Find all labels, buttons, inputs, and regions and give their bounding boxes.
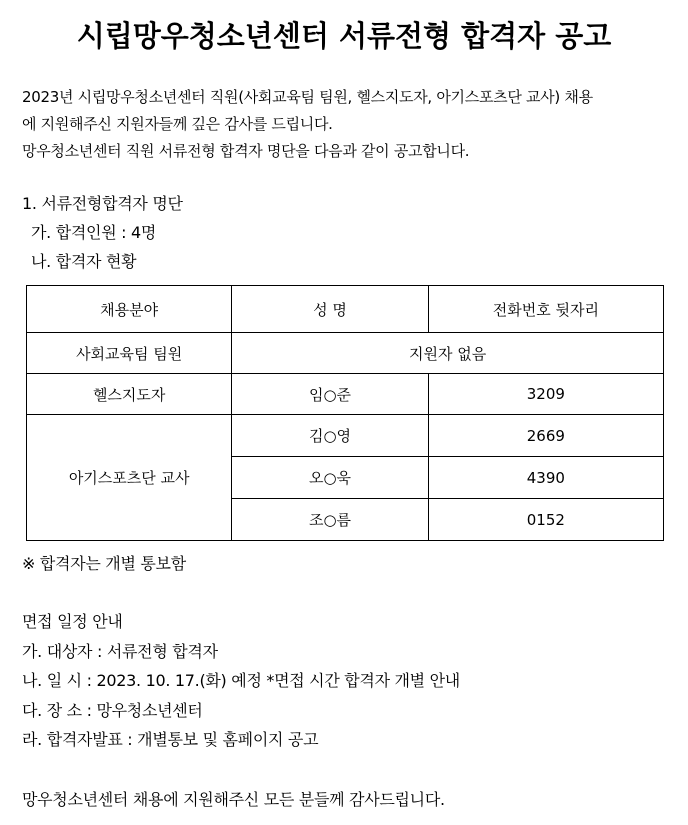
table-row bbox=[27, 333, 664, 374]
section-2-item-c: 다. 장 소 : 망우청소년센터 bbox=[22, 700, 203, 720]
page-title: 시립망우청소년센터 서류전형 합격자 공고 bbox=[76, 19, 612, 53]
section-2-item-d: 라. 합격자발표 : 개별통보 및 홈페이지 공고 bbox=[22, 730, 319, 749]
cell-name: 조○름 bbox=[232, 499, 428, 541]
cell-name: 김○영 bbox=[232, 415, 428, 457]
section-2 bbox=[22, 607, 672, 755]
cell-field: 헬스지도자 bbox=[27, 374, 232, 415]
notice-note: ※ 합격자는 개별 통보함 bbox=[22, 554, 186, 573]
table-row bbox=[27, 374, 664, 415]
applicant-table bbox=[26, 285, 664, 541]
header-name: 성 명 bbox=[232, 286, 428, 333]
cell-phone: 3209 bbox=[428, 374, 663, 415]
section-2-item-b: 나. 일 시 : 2023. 10. 17.(화) 예정 *면접 시간 합격자 개별 안내 bbox=[22, 671, 460, 690]
cell-note: 지원자 없음 bbox=[232, 333, 664, 374]
table-header-row bbox=[27, 286, 664, 333]
section-1-heading: 1. 서류전형합격자 명단 bbox=[22, 194, 183, 213]
cell-field: 사회교육팀 팀원 bbox=[27, 333, 232, 374]
closing-message: 망우청소년센터 채용에 지원해주신 모든 분들께 감사드립니다. bbox=[22, 790, 445, 809]
cell-phone: 2669 bbox=[428, 415, 663, 457]
section-2-item-a: 가. 대상자 : 서류전형 합격자 bbox=[22, 641, 218, 661]
cell-name: 오○욱 bbox=[232, 457, 428, 499]
table-row bbox=[27, 415, 664, 457]
header-field: 채용분야 bbox=[27, 286, 232, 333]
cell-phone: 4390 bbox=[428, 457, 663, 499]
header-phone: 전화번호 뒷자리 bbox=[428, 286, 663, 333]
intro-line-2: 에 지원해주신 지원자들께 깊은 감사를 드립니다. bbox=[22, 115, 333, 133]
section-1-item-b: 나. 합격자 현황 bbox=[31, 252, 137, 271]
section-1-item-a: 가. 합격인원 : 4명 bbox=[31, 223, 157, 242]
intro-line-3: 망우청소년센터 직원 서류전형 합격자 명단을 다음과 같이 공고합니다. bbox=[22, 142, 470, 160]
section-2-heading: 면접 일정 안내 bbox=[22, 612, 123, 631]
section-1 bbox=[22, 189, 672, 276]
intro-line-1: 2023년 시립망우청소년센터 직원(사회교육팀 팀원, 헬스지도자, 아기스포츠단 교사) 채용 bbox=[22, 88, 593, 106]
cell-phone: 0152 bbox=[428, 499, 663, 541]
cell-name: 임○준 bbox=[232, 374, 428, 415]
cell-field: 아기스포츠단 교사 bbox=[27, 415, 232, 541]
intro-paragraph bbox=[22, 84, 672, 165]
